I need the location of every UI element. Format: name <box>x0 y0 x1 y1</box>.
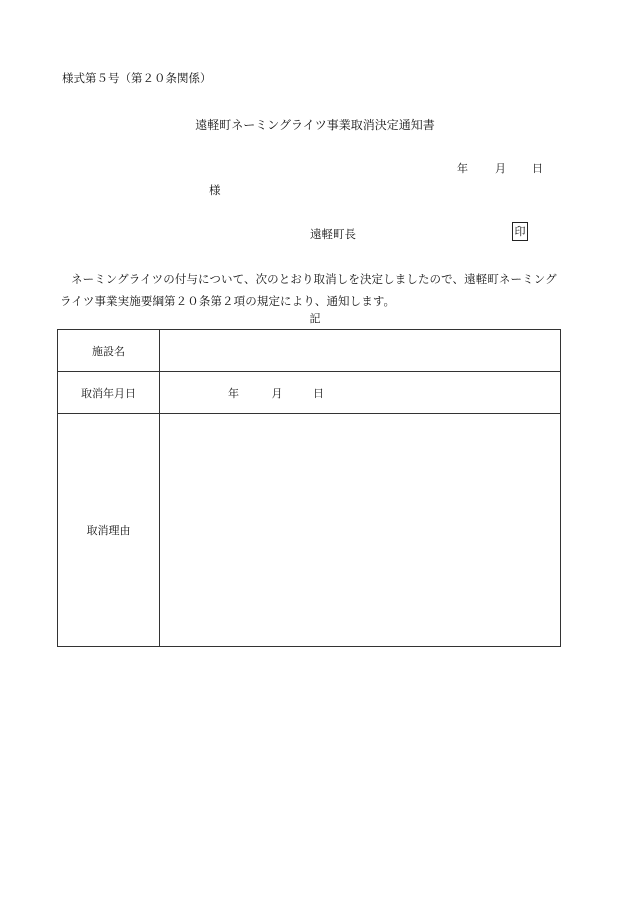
facility-label: 施設名 <box>58 330 160 372</box>
document-title: 遠軽町ネーミングライツ事業取消決定通知書 <box>195 118 435 132</box>
details-table <box>57 329 561 647</box>
recipient-honorific: 様 <box>209 183 221 197</box>
cancel-date-value <box>160 372 561 414</box>
cancel-date-day: 日 <box>313 386 324 400</box>
ki-heading: 記 <box>309 312 321 325</box>
issuer-title: 遠軽町長 <box>310 227 356 241</box>
table-row-cancel-date <box>58 372 561 414</box>
date-year-label: 年 <box>457 162 468 175</box>
cancel-date-year: 年 <box>228 386 239 400</box>
reason-label: 取消理由 <box>58 414 160 647</box>
facility-value <box>160 330 561 372</box>
date-day-label: 日 <box>532 162 543 175</box>
cancel-date-label: 取消年月日 <box>58 372 160 414</box>
table-row-reason <box>58 414 561 647</box>
table-row-facility <box>58 330 561 372</box>
form-number: 様式第５号（第２０条関係） <box>62 71 212 85</box>
notice-body-text: ネーミングライツの付与について、次のとおり取消しを決定しましたので、遠軽町ネーミングライツ事業実施要綱第２０条第２項の規定により、通知します。 <box>60 272 557 308</box>
seal-mark: 印 <box>512 222 528 241</box>
cancel-date-month: 月 <box>271 386 283 400</box>
date-month-label: 月 <box>495 162 506 175</box>
reason-value <box>160 414 561 647</box>
